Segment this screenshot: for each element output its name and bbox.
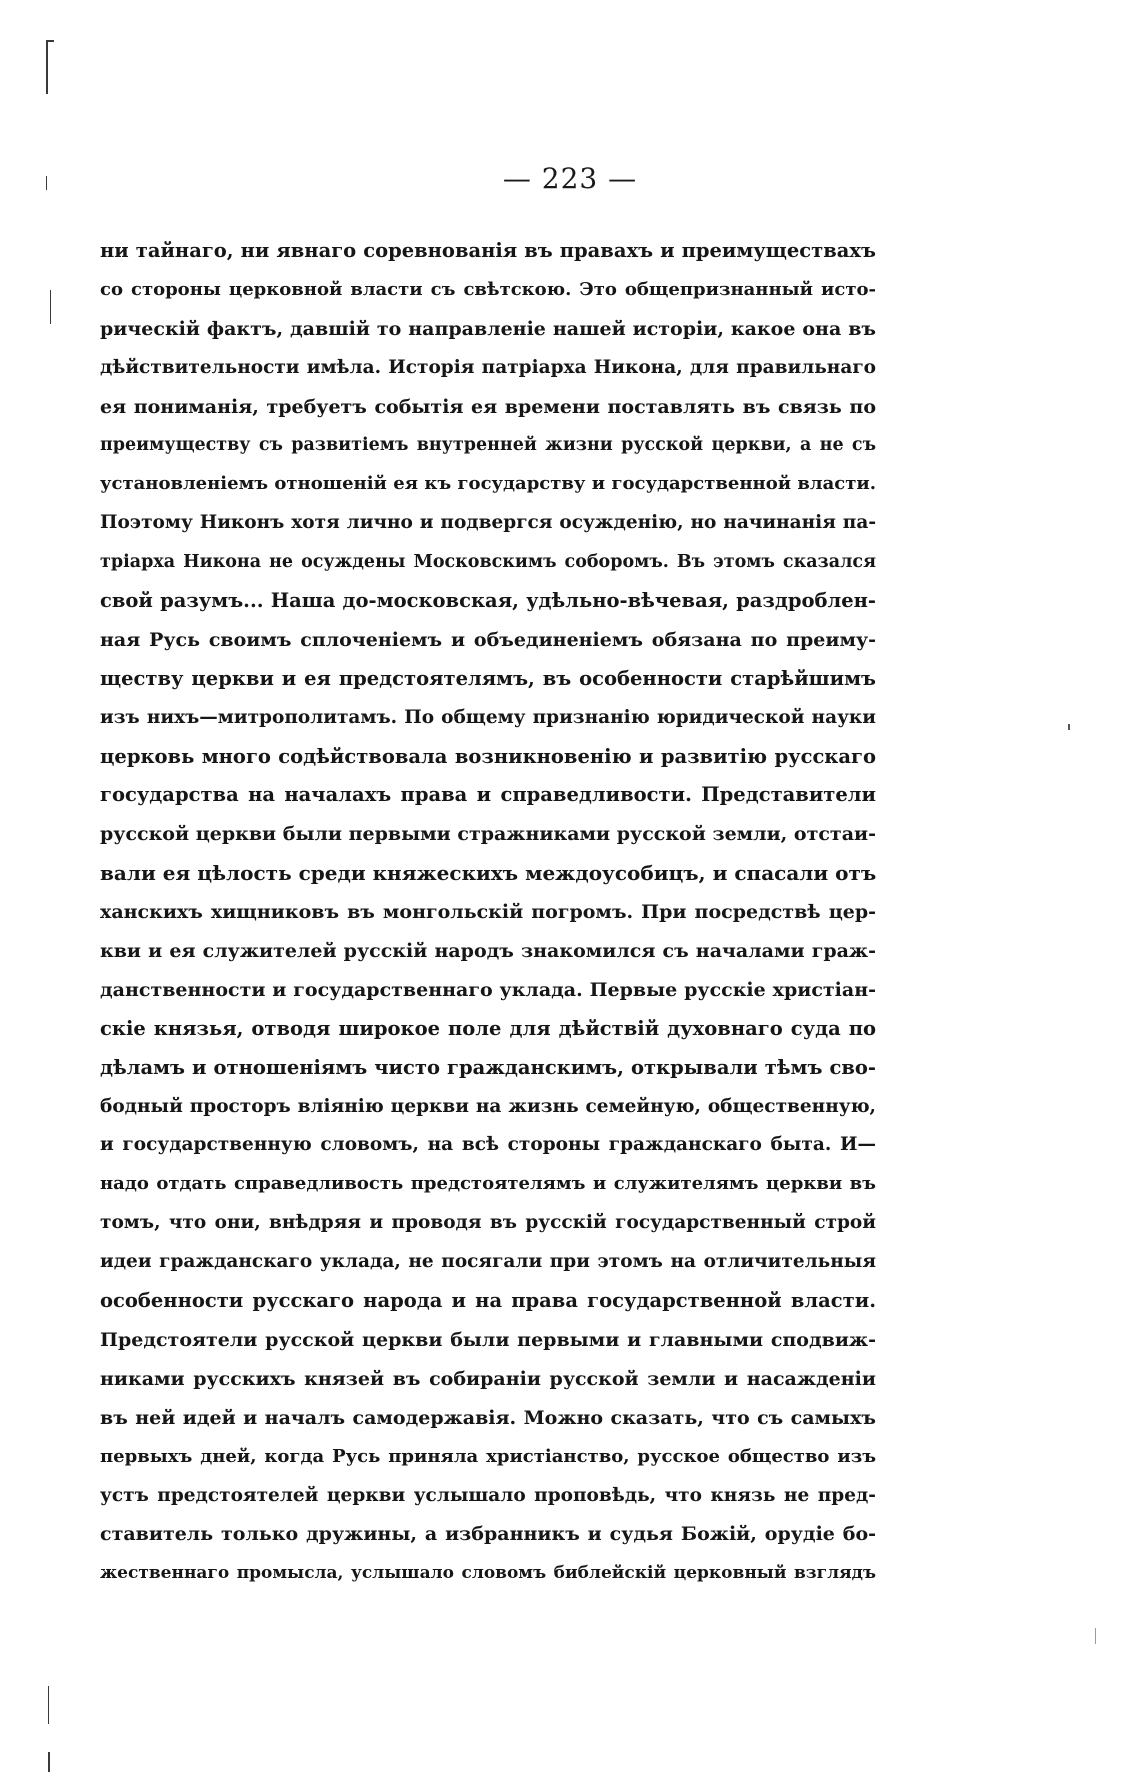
text-line: вали ея цѣлость среди княжескихъ междоусобицъ, и спасали отъ	[100, 861, 877, 886]
text-line: тріарха Никона не осуждены Московскимъ соборомъ. Въ этомъ сказался	[100, 552, 876, 573]
text-line: свой разумъ... Наша до-московская, удѣльно-вѣчевая, раздроблен-	[100, 589, 876, 613]
text-line: устъ предстоятелей церкви услышало проповѣдь, что князь не пред-	[100, 1484, 876, 1506]
text-line: ни тайнаго, ни явнаго соревнованія въ правахъ и преимуществахъ	[100, 239, 876, 262]
body-text	[100, 232, 876, 1593]
text-line: дѣйствительности имѣла. Исторія патріарха Никона, для правильнаго	[100, 356, 876, 378]
text-line: въ ней идей и началъ самодержавія. Можно сказать, что съ самыхъ	[100, 1406, 876, 1429]
scan-edge-mark	[1095, 1628, 1096, 1644]
text-line: Предстоятели русской церкви были первыми и главными сподвиж-	[100, 1328, 876, 1351]
text-line: скіе князья, отводя широкое поле для дѣйствій духовнаго суда по	[100, 1016, 876, 1040]
text-line: дѣламъ и отношеніямъ чисто гражданскимъ, открывали тѣмъ сво-	[100, 1055, 876, 1079]
text-line: ная Русь своимъ сплоченіемъ и объединеніемъ обязана по преиму-	[100, 628, 876, 651]
text-line: установленіемъ отношеній ея къ государству и государственной власти.	[100, 473, 876, 495]
scan-edge-mark	[1068, 724, 1070, 730]
text-line: Поэтому Никонъ хотя лично и подвергся осужденію, но начинанія па-	[100, 512, 876, 534]
text-line: данственности и государственнаго уклада. Первые русскіе христіан-	[100, 978, 876, 1001]
text-line: рическій фактъ, давшій то направленіе нашей исторіи, какое она въ	[100, 317, 876, 340]
scan-edge-mark	[48, 1752, 50, 1772]
text-line: со стороны церковной власти съ свѣтскою. Это общепризнанный исто-	[100, 278, 876, 300]
text-line: особенности русскаго народа и на права государственной власти.	[100, 1289, 876, 1313]
text-line: государства на началахъ права и справедливости. Представители	[100, 783, 876, 807]
text-line: русской церкви были первыми стражниками русской земли, отстаи-	[100, 823, 876, 846]
text-line: надо отдать справедливость предстоятелямъ и служителямъ церкви въ	[100, 1173, 876, 1195]
text-line: ханскихъ хищниковъ въ монгольскій погромъ. При посредствѣ цер-	[100, 901, 876, 924]
text-line: ставитель только дружины, а избранникъ и судья Божій, орудіе бо-	[100, 1523, 876, 1546]
text-line: кви и ея служителей русскій народъ знакомился съ началами граж-	[100, 940, 876, 963]
text-line: жественнаго промысла, услышало словомъ библейскій церковный взглядъ	[100, 1563, 876, 1584]
text-line: ществу церкви и ея предстоятелямъ, въ особенности старѣйшимъ	[100, 666, 876, 690]
scan-edge-mark	[50, 290, 51, 324]
text-line: изъ нихъ—митрополитамъ. По общему признанію юридической науки	[100, 706, 876, 728]
text-line: и государственную словомъ, на всѣ стороны гражданскаго быта. И—	[100, 1134, 876, 1156]
text-line: ея пониманія, требуетъ событія ея времени поставлять въ связь по	[100, 395, 876, 418]
text-line: первыхъ дней, когда Русь приняла христіанство, русское общество изъ	[100, 1445, 876, 1467]
text-line: преимуществу съ развитіемъ внутренней жизни русской церкви, а не съ	[100, 435, 876, 456]
scan-edge-mark	[48, 1686, 49, 1724]
text-line: церковь много содѣйствовала возникновенію и развитію русскаго	[100, 744, 876, 768]
text-line: томъ, что они, внѣдряя и проводя въ русскій государственный строй	[100, 1212, 876, 1234]
scan-edge-mark	[46, 40, 48, 94]
text-line: никами русскихъ князей въ собираніи русской земли и насажденіи	[100, 1367, 876, 1390]
page-number: — 223 —	[502, 162, 638, 195]
scan-edge-mark	[46, 40, 54, 42]
text-line: бодный просторъ вліянію церкви на жизнь семейную, общественную,	[100, 1095, 876, 1117]
text-line: идеи гражданскаго уклада, не посягали при этомъ на отличительныя	[100, 1251, 876, 1273]
